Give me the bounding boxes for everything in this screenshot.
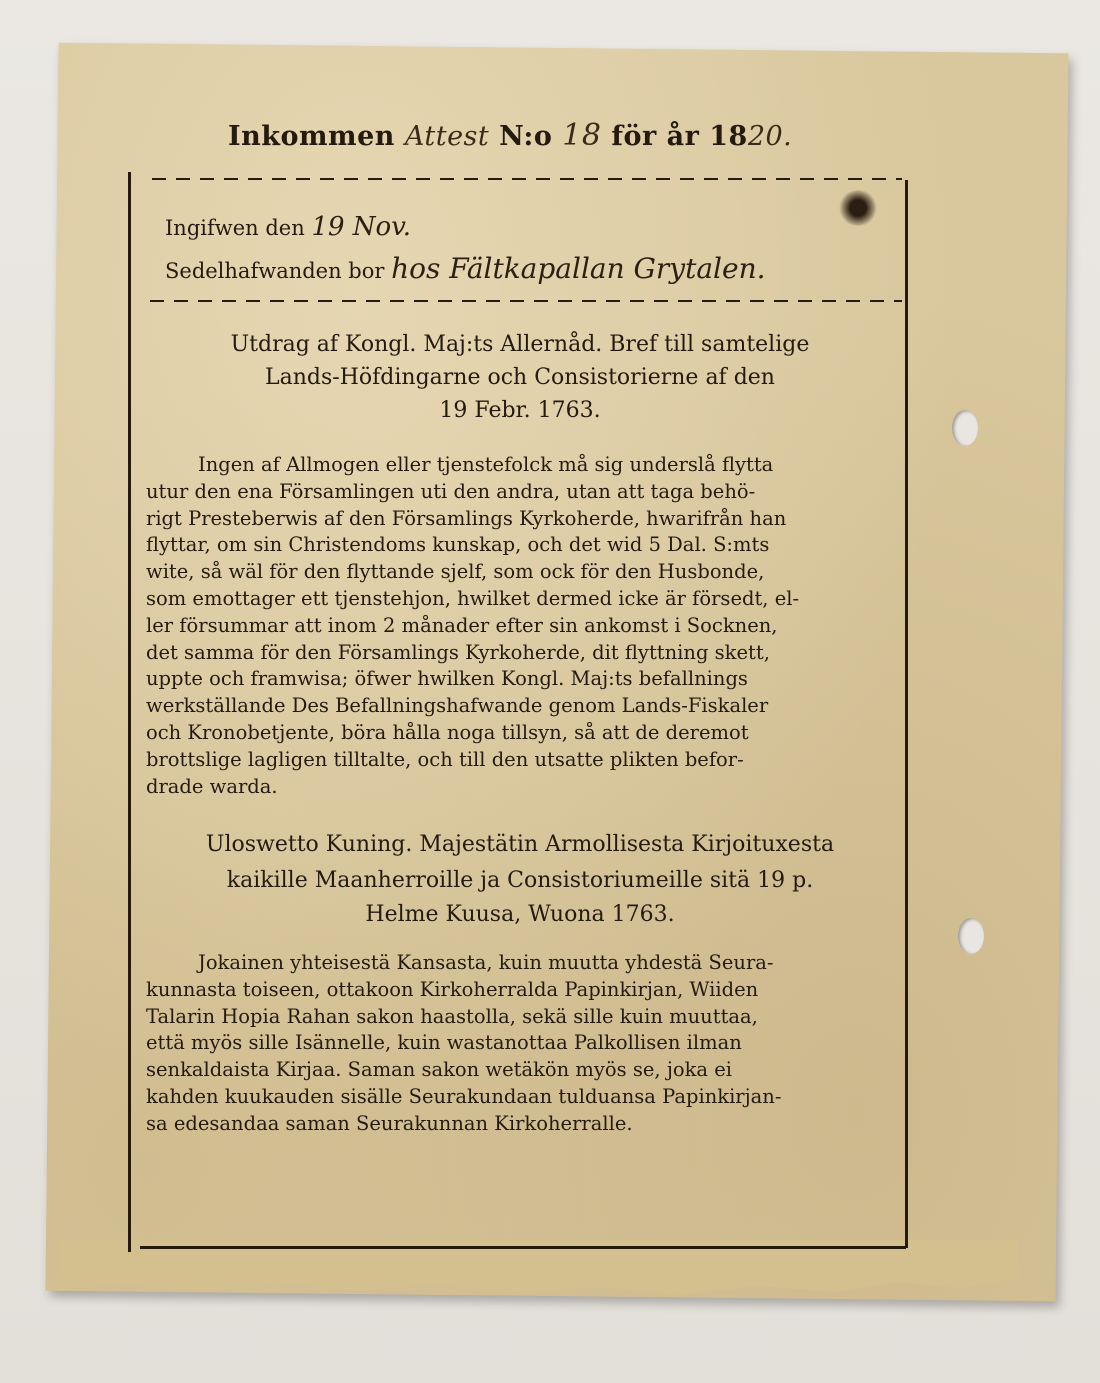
- submitted-row: [165, 212, 411, 242]
- finnish-title-3: Helme Kuusa, Wuona 1763.: [365, 902, 675, 927]
- finnish-line: Talarin Hopia Rahan sakon haastolla, sekä sille kuin muuttaa,: [146, 1004, 758, 1028]
- finnish-line: senkaldaista Kirjaa. Saman sakon wetäkön myös se, joka ei: [146, 1058, 733, 1082]
- swedish-line: brottslige lagligen tilltalte, och till den utsatte plikten befor-: [146, 747, 744, 771]
- finnish-body: [146, 950, 904, 1138]
- header-prefix: Inkommen: [228, 121, 395, 152]
- resident-label: Sedelhafwanden bor: [165, 259, 385, 283]
- header-attest: Attest: [404, 121, 490, 152]
- swedish-title-3: 19 Febr. 1763.: [439, 398, 601, 423]
- left-border-rule: [128, 172, 131, 1252]
- swedish-line: flyttar, om sin Christendoms kunskap, och det wid 5 Dal. S:mts: [146, 533, 770, 557]
- header-number-label: N:o: [499, 121, 553, 152]
- header-year-value: 20.: [747, 121, 793, 152]
- swedish-title-1: Utdrag af Kongl. Maj:ts Allernåd. Bref till samtelige: [230, 332, 810, 357]
- swedish-line: wite, så wäl för den flyttande sjelf, som ock för den Husbonde,: [146, 560, 765, 584]
- box-bottom-dashed-rule: [150, 300, 902, 302]
- finnish-line: kunnasta toiseen, ottakoon Kirkoherralda Papinkirjan, Wiiden: [146, 977, 759, 1001]
- swedish-line: Ingen af Allmogen eller tjenstefolck må sig underslå flytta: [198, 453, 774, 476]
- swedish-line: det samma för den Församlings Kyrkoherde, dit flyttning skett,: [146, 640, 770, 664]
- header-number-value: 18: [562, 118, 602, 153]
- ink-blot: [838, 190, 878, 226]
- finnish-line: Jokainen yhteisestä Kansasta, kuin muutta yhdestä Seura-: [198, 951, 774, 974]
- resident-value: hos Fältkapallan Grytalen.: [391, 252, 766, 285]
- top-dashed-rule: [152, 178, 902, 180]
- swedish-line: uppte och framwisa; öfwer hwilken Kongl. Maj:ts befallnings: [146, 667, 748, 691]
- header-year-prefix: för år 18: [611, 121, 748, 152]
- swedish-line: som emottager ett tjenstehjon, hwilket dermed icke är försedt, el-: [146, 586, 800, 610]
- finnish-line: että myös sille Isännelle, kuin wastanottaa Palkollisen ilman: [146, 1031, 742, 1055]
- punch-hole-bottom: [958, 918, 984, 954]
- swedish-line: drade warda.: [146, 774, 278, 798]
- submitted-value: 19 Nov.: [311, 212, 412, 242]
- finnish-line: kahden kuukauden sisälle Seurakundaan tulduansa Papinkirjan-: [146, 1084, 782, 1108]
- torn-bottom-edge: [58, 1240, 1018, 1300]
- swedish-line: rigt Presteberwis af den Församlings Kyrkoherde, hwarifrån han: [146, 506, 787, 530]
- right-border-rule: [905, 180, 908, 1248]
- swedish-line: utur den ena Församlingen uti den andra, utan att taga behö-: [146, 479, 756, 503]
- swedish-body: [146, 452, 904, 800]
- bottom-rule: [140, 1246, 906, 1249]
- finnish-line: sa edesandaa saman Seurakunnan Kirkoherralle.: [146, 1111, 633, 1135]
- punch-hole-top: [952, 410, 978, 446]
- header-line: [228, 118, 792, 153]
- swedish-line: werkställande Des Befallningshafwande genom Lands-Fiskaler: [146, 694, 769, 718]
- finnish-title-1: Uloswetto Kuning. Majestätin Armollisesta Kirjoituxesta: [205, 832, 835, 857]
- swedish-line: ler försummar att inom 2 månader efter sin ankomst i Socknen,: [146, 613, 778, 637]
- submitted-label: Ingifwen den: [165, 216, 305, 240]
- resident-row: [165, 252, 766, 285]
- swedish-line: och Kronobetjente, böra hålla noga tillsyn, så att de deremot: [146, 720, 749, 744]
- finnish-title-2: kaikille Maanherroille ja Consistoriumeille sitä 19 p.: [226, 868, 814, 893]
- swedish-title-2: Lands-Höfdingarne och Consistorierne af den: [265, 365, 775, 390]
